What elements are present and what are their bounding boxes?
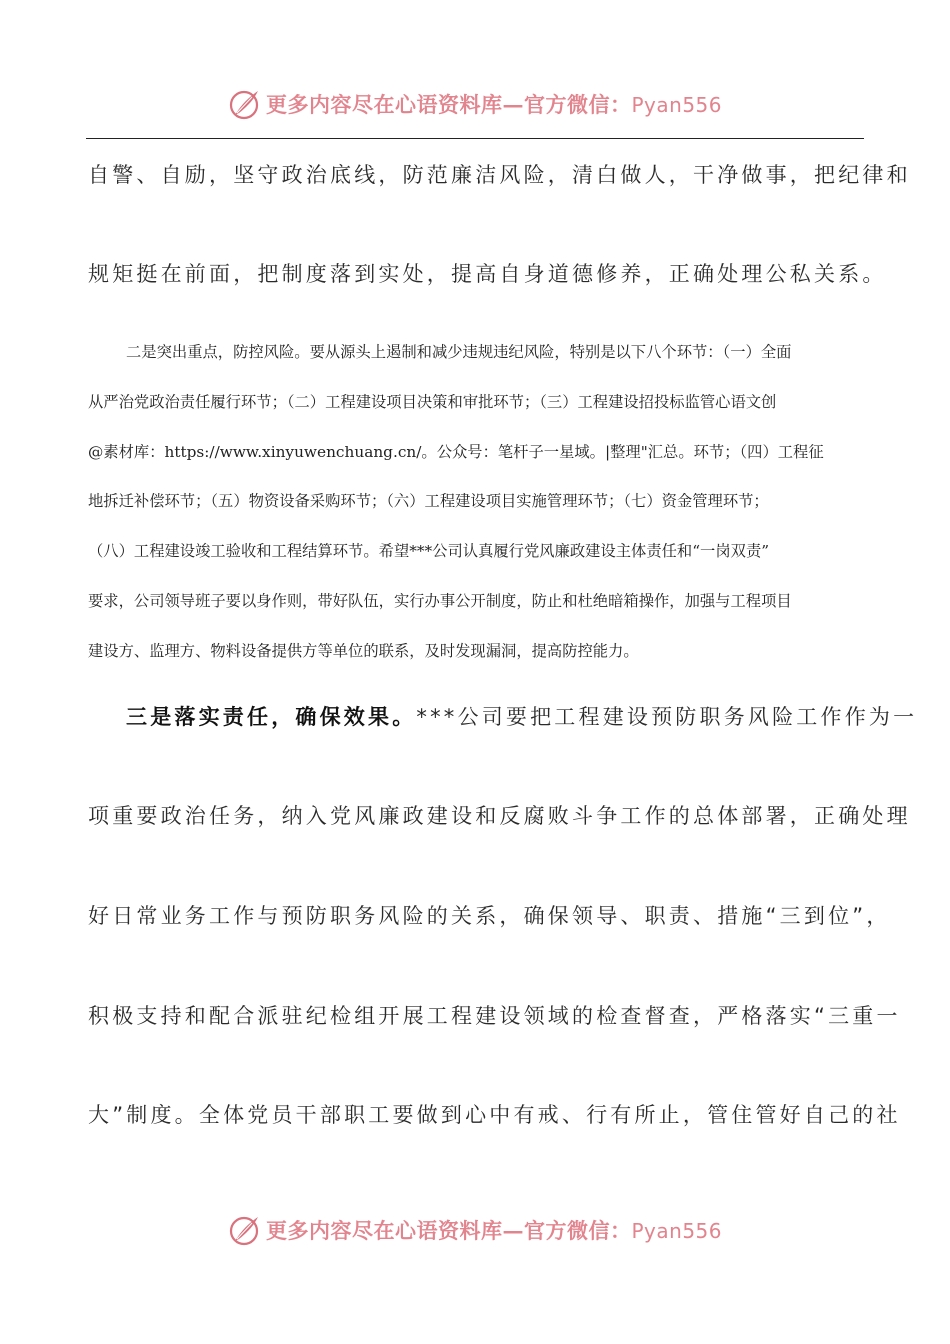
paragraph-line: 要求，公司领导班子要以身作则，带好队伍，实行办事公开制度，防止和杜绝暗箱操作，加强与工程项目 xyxy=(88,591,792,610)
body-line: 好日常业务工作与预防职务风险的关系，确保领导、职责、措施“三到位”， xyxy=(88,904,891,928)
body-line: 自警、自励，坚守政治底线，防范廉洁风险，清白做人，干净做事，把纪律和 xyxy=(88,163,911,187)
banner-slogan: 更多内容尽在心语资料库—官方微信： xyxy=(265,1218,632,1243)
footer-banner xyxy=(0,1208,950,1252)
paragraph-line: 从严治党政治责任履行环节；（二）工程建设项目决策和审批环节；（三）工程建设招投标监管心语文创 xyxy=(88,392,777,411)
section-3-first-line xyxy=(126,701,917,731)
section-3-heading: 三是落实责任，确保效果。 xyxy=(126,705,417,729)
header-banner xyxy=(0,82,950,126)
body-line: 积极支持和配合派驻纪检组开展工程建设领域的检查督查，严格落实“三重一 xyxy=(88,1004,901,1028)
banner-slogan: 更多内容尽在心语资料库—官方微信： xyxy=(265,92,632,117)
paragraph-line: @素材库：https://www.xinyuwenchuang.cn/。公众号：笔杆子一星域。|整理"汇总。环节；（四）工程征 xyxy=(88,442,824,461)
quill-logo-icon xyxy=(228,1213,262,1247)
banner-wechat-id: Pyan556 xyxy=(631,93,722,117)
header-divider xyxy=(86,138,864,139)
banner-wechat-id: Pyan556 xyxy=(631,1219,722,1243)
banner-text xyxy=(266,89,722,119)
body-line: 大”制度。全体党员干部职工要做到心中有戒、行有所止，管住管好自己的社 xyxy=(88,1103,901,1127)
paragraph-line: 地拆迁补偿环节；（五）物资设备采购环节；（六）工程建设项目实施管理环节；（七）资金管理环节； xyxy=(88,492,769,511)
section-3-first-rest: ***公司要把工程建设预防职务风险工作作为一 xyxy=(416,705,918,729)
paragraph-line: 建设方、监理方、物料设备提供方等单位的联系，及时发现漏洞，提高防控能力。 xyxy=(88,641,639,660)
body-line: 规矩挺在前面，把制度落到实处，提高自身道德修养，正确处理公私关系。 xyxy=(88,262,887,286)
section-2-paragraph xyxy=(88,328,866,677)
quill-logo-icon xyxy=(228,87,262,121)
body-line: 项重要政治任务，纳入党风廉政建设和反腐败斗争工作的总体部署，正确处理 xyxy=(88,804,911,828)
banner-text xyxy=(266,1215,722,1245)
paragraph-line: 二是突出重点，防控风险。要从源头上遏制和减少违规违纪风险，特别是以下八个环节：（一）全面 xyxy=(126,343,792,361)
paragraph-line: （八）工程建设竣工验收和工程结算环节。希望***公司认真履行党风廉政建设主体责任和“一岗双责” xyxy=(88,542,770,561)
